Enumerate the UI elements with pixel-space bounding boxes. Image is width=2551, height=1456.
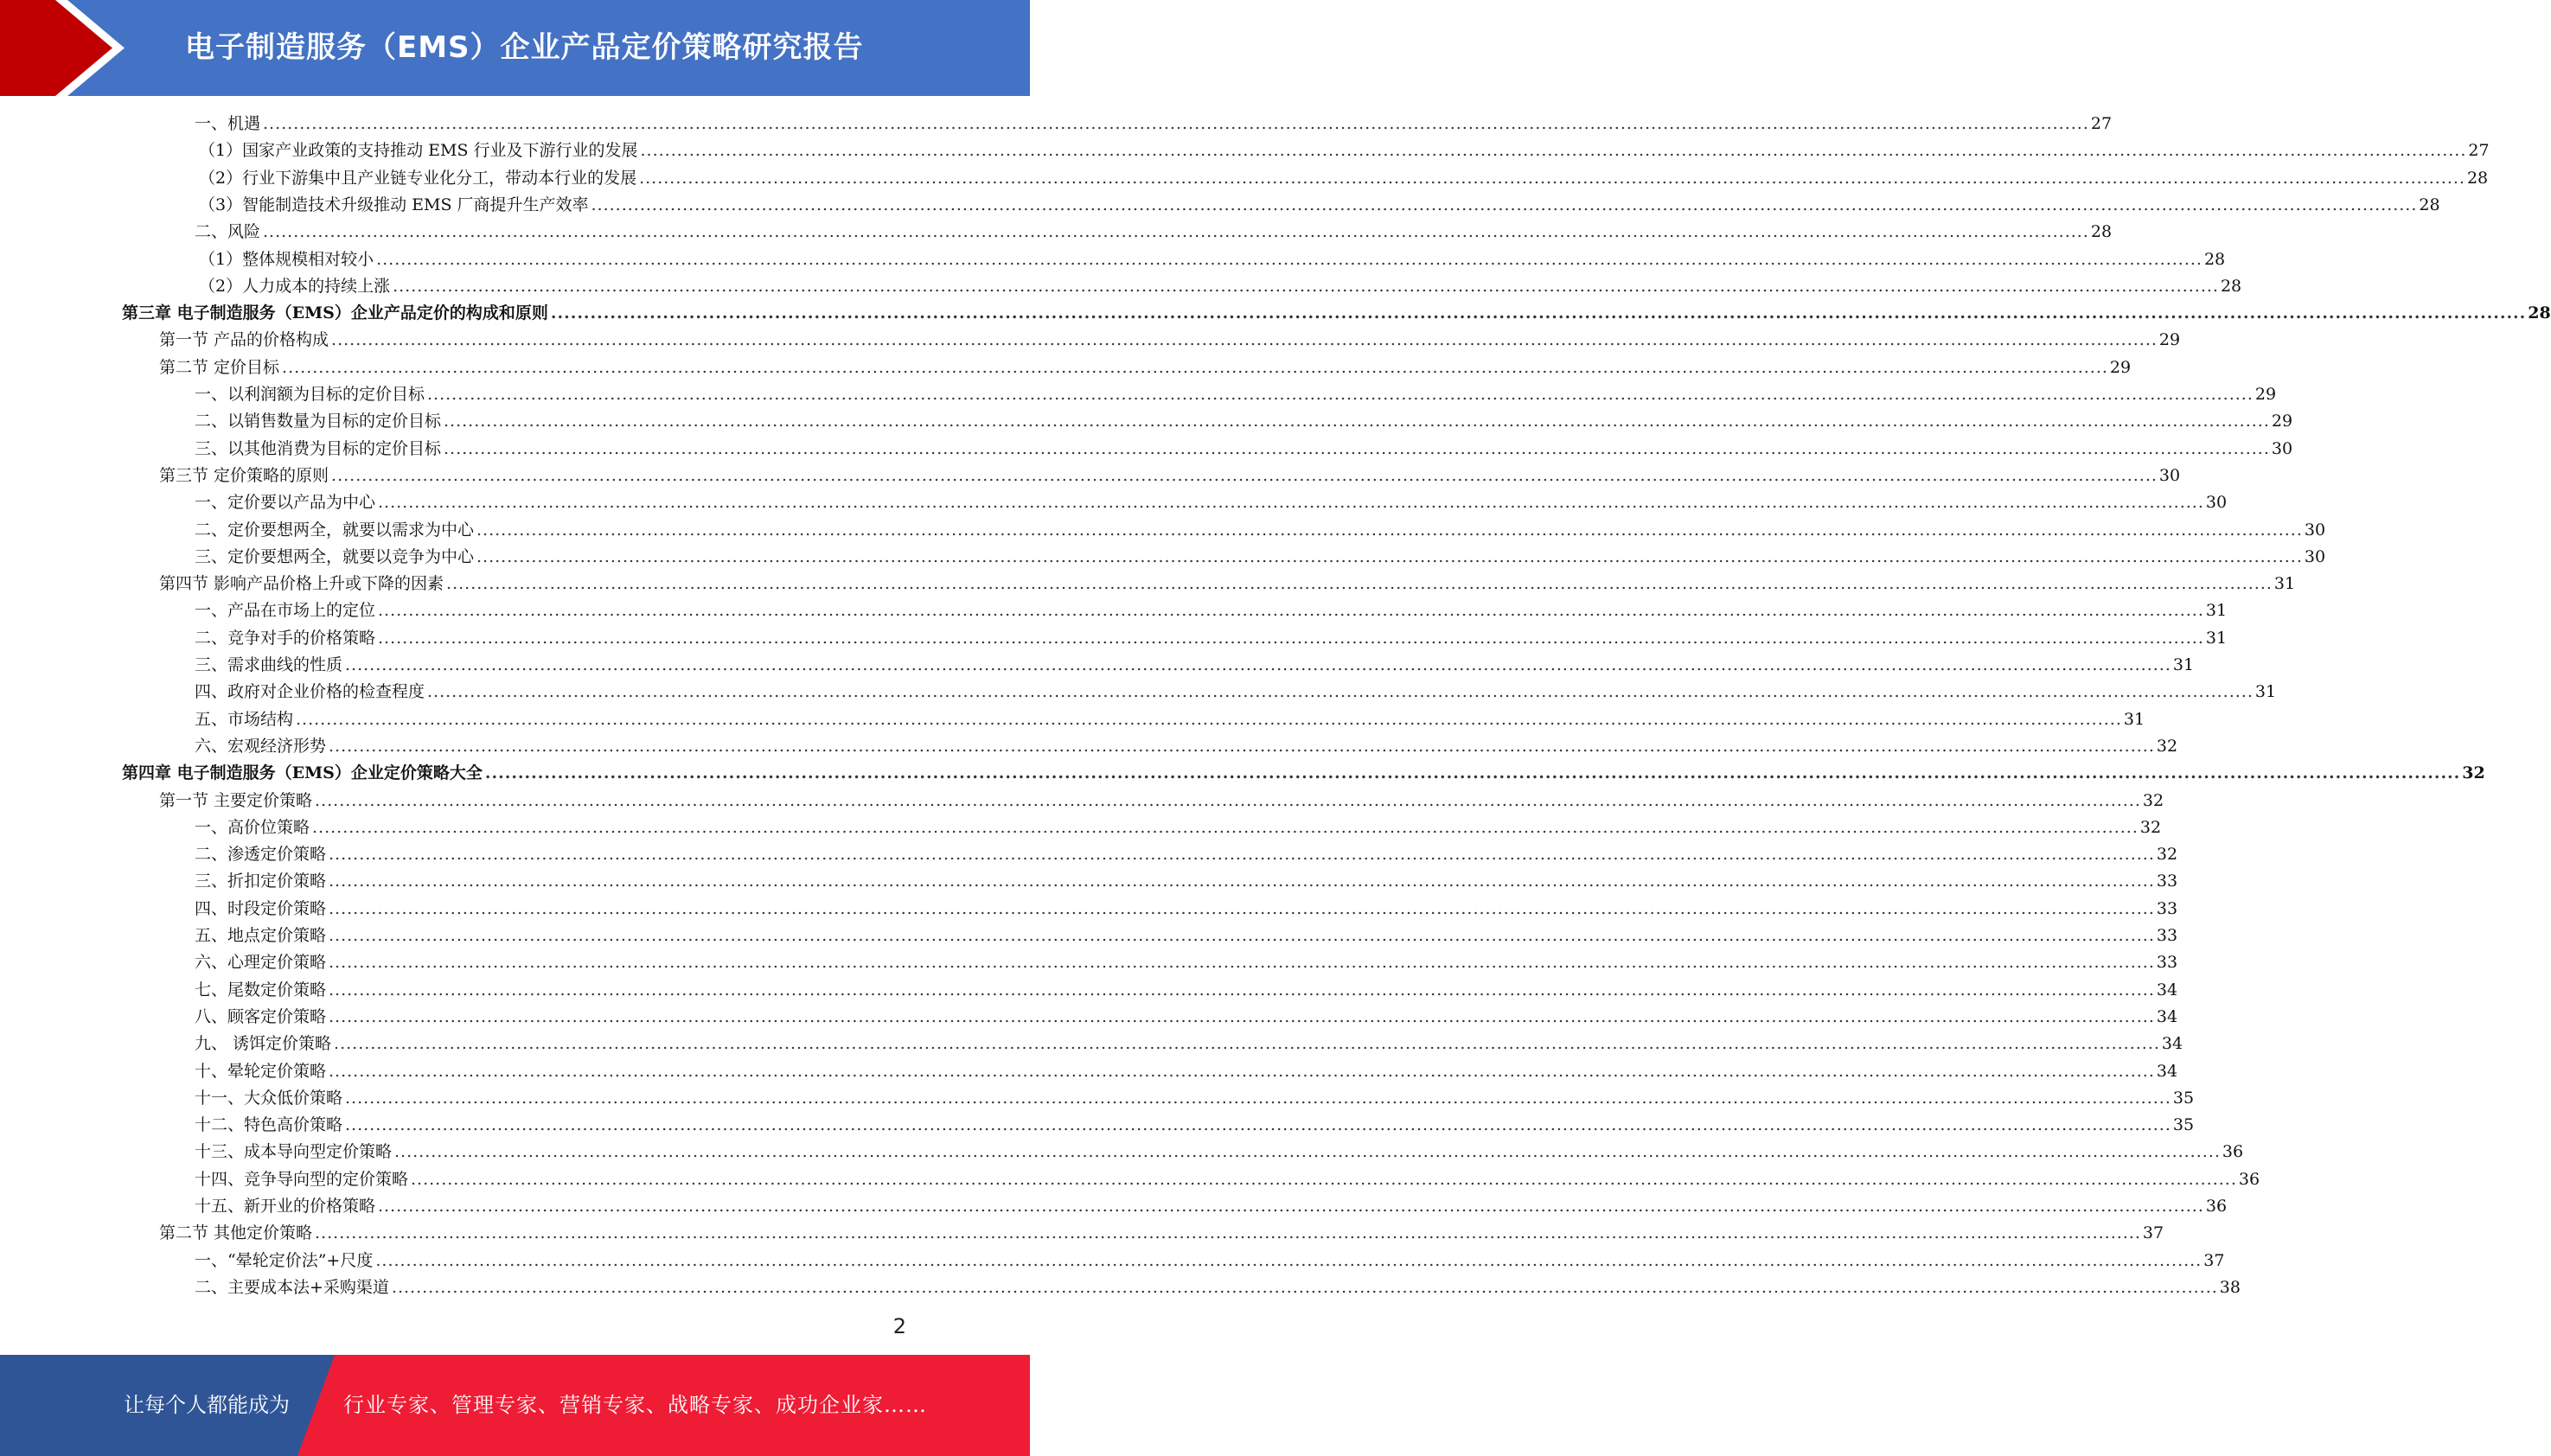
toc-entry[interactable] xyxy=(195,1139,2244,1165)
toc-entry-page-number: 31 xyxy=(2273,574,2296,594)
toc-entry-page-number: 34 xyxy=(2156,1061,2178,1081)
toc-entry-page-number: 33 xyxy=(2156,898,2178,918)
toc-dot-leader: ............................................................................................................................................................................................................................................................................................................ xyxy=(484,763,2461,783)
toc-entry-label: 十三、成本导向型定价策略 xyxy=(195,1142,393,1162)
toc-entry-page-number: 36 xyxy=(2222,1142,2244,1162)
toc-dot-leader: ............................................................................................................................................................................................................................................................................................................ xyxy=(640,141,2467,161)
toc-entry-page-number: 36 xyxy=(2238,1169,2260,1189)
toc-entry-page-number: 38 xyxy=(2219,1277,2241,1297)
toc-entry-page-number: 36 xyxy=(2205,1197,2228,1216)
toc-dot-leader: ............................................................................................................................................................................................................................................................................................................ xyxy=(476,546,2303,566)
toc-dot-leader: ............................................................................................................................................................................................................................................................................................................ xyxy=(263,114,2089,133)
footer-slogan-right: 行业专家、管理专家、营销专家、战略专家、成功企业家…… xyxy=(343,1393,927,1417)
toc-entry[interactable] xyxy=(195,1193,2228,1220)
toc-entry[interactable] xyxy=(195,1031,2183,1057)
toc-entry-label: 一、机遇 xyxy=(195,114,261,133)
page-number: 2 xyxy=(892,1314,906,1338)
toc-entry[interactable] xyxy=(195,625,2228,652)
toc-entry[interactable] xyxy=(195,1248,2225,1274)
toc-entry-page-number: 28 xyxy=(2466,168,2489,188)
toc-entry-label: 第二节 定价目标 xyxy=(159,357,280,377)
toc-entry-page-number: 35 xyxy=(2172,1115,2195,1135)
toc-dot-leader: ............................................................................................................................................................................................................................................................................................................ xyxy=(639,168,2465,188)
toc-entry-page-number: 31 xyxy=(2205,601,2228,621)
toc-entry[interactable] xyxy=(195,841,2178,868)
toc-entry-label: 第四章 电子制造服务（EMS）企业定价策略大全 xyxy=(122,763,483,783)
toc-entry-label: （2）行业下游集中且产业链专业化分工，带动本行业的发展 xyxy=(199,168,637,188)
toc-entry-page-number: 33 xyxy=(2156,953,2178,973)
toc-dot-leader: ............................................................................................................................................................................................................................................................................................................ xyxy=(345,655,2171,674)
toc-entry-page-number: 34 xyxy=(2156,980,2178,999)
toc-entry-label: 五、市场结构 xyxy=(195,709,294,729)
toc-entry[interactable] xyxy=(195,1058,2178,1085)
toc-chapter-entry[interactable] xyxy=(122,300,2551,327)
toc-entry[interactable] xyxy=(195,381,2277,408)
toc-entry-page-number: 37 xyxy=(2203,1250,2225,1270)
toc-entry-label: 第一节 主要定价策略 xyxy=(159,790,313,810)
toc-section-entry[interactable] xyxy=(159,571,2296,597)
toc-entry-page-number: 32 xyxy=(2462,763,2485,783)
toc-entry-label: 六、宏观经济形势 xyxy=(195,736,327,756)
toc-entry[interactable] xyxy=(195,977,2178,1004)
toc-entry-label: 三、需求曲线的性质 xyxy=(195,655,343,674)
toc-entry-page-number: 28 xyxy=(2090,222,2113,242)
toc-dot-leader: ............................................................................................................................................................................................................................................................................................................ xyxy=(375,1250,2203,1270)
toc-entry-label: 一、高价位策略 xyxy=(195,817,310,837)
toc-entry-label: 第三章 电子制造服务（EMS）企业产品定价的构成和原则 xyxy=(122,303,548,323)
toc-dot-leader: ............................................................................................................................................................................................................................................................................................................ xyxy=(282,357,2108,377)
toc-dot-leader: ............................................................................................................................................................................................................................................................................................................ xyxy=(296,709,2122,729)
toc-entry-label: （1）国家产业政策的支持推动 EMS 行业及下游行业的发展 xyxy=(199,141,638,161)
toc-entry-label: 一、“晕轮定价法”+尺度 xyxy=(195,1250,374,1270)
toc-entry[interactable] xyxy=(199,165,2489,192)
toc-entry-page-number: 31 xyxy=(2172,655,2195,674)
toc-entry-label: 二、主要成本法+采购渠道 xyxy=(195,1277,389,1297)
header-chevron-decoration xyxy=(0,0,130,96)
toc-entry-label: 三、以其他消费为目标的定价目标 xyxy=(195,438,442,458)
toc-dot-leader: ............................................................................................................................................................................................................................................................................................................ xyxy=(393,276,2219,296)
toc-dot-leader: ............................................................................................................................................................................................................................................................................................................ xyxy=(329,898,2155,918)
toc-entry[interactable] xyxy=(195,1112,2195,1139)
toc-dot-leader: ............................................................................................................................................................................................................................................................................................................ xyxy=(329,736,2155,756)
toc-dot-leader: ............................................................................................................................................................................................................................................................................................................ xyxy=(329,1061,2155,1081)
toc-dot-leader: ............................................................................................................................................................................................................................................................................................................ xyxy=(446,574,2273,594)
toc-entry-label: 二、定价要想两全，就要以需求为中心 xyxy=(195,520,475,540)
toc-entry-page-number: 32 xyxy=(2142,790,2164,810)
toc-entry-page-number: 28 xyxy=(2220,276,2242,296)
toc-entry-label: （1）整体规模相对较小 xyxy=(199,249,374,269)
toc-dot-leader: ............................................................................................................................................................................................................................................................................................................ xyxy=(329,845,2155,865)
toc-dot-leader: ............................................................................................................................................................................................................................................................................................................ xyxy=(427,385,2254,404)
toc-dot-leader: ............................................................................................................................................................................................................................................................................................................ xyxy=(427,682,2254,702)
footer-slogan-left: 让每个人都能成为 xyxy=(124,1393,290,1417)
toc-dot-leader: ............................................................................................................................................................................................................................................................................................................ xyxy=(394,1142,2221,1162)
toc-entry-label: 四、时段定价策略 xyxy=(195,898,327,918)
toc-dot-leader: ............................................................................................................................................................................................................................................................................................................ xyxy=(329,1006,2155,1026)
report-title: 电子制造服务（EMS）企业产品定价策略研究报告 xyxy=(185,30,864,65)
toc-entry[interactable] xyxy=(195,679,2277,706)
toc-dot-leader: ............................................................................................................................................................................................................................................................................................................ xyxy=(345,1115,2171,1135)
toc-dot-leader: ............................................................................................................................................................................................................................................................................................................ xyxy=(329,980,2155,999)
toc-dot-leader: ............................................................................................................................................................................................................................................................................................................ xyxy=(331,330,2158,350)
toc-entry[interactable] xyxy=(195,814,2162,841)
toc-entry-label: 二、竞争对手的价格策略 xyxy=(195,628,376,648)
toc-entry-label: 一、定价要以产品为中心 xyxy=(195,493,376,513)
toc-entry-page-number: 33 xyxy=(2156,926,2178,945)
toc-entry-page-number: 30 xyxy=(2205,493,2228,513)
toc-entry[interactable] xyxy=(195,436,2293,463)
toc-entry-label: 十四、竞争导向型的定价策略 xyxy=(195,1169,409,1189)
toc-entry-label: 十一、大众低价策略 xyxy=(195,1088,343,1108)
toc-entry-page-number: 34 xyxy=(2161,1034,2183,1054)
toc-entry-label: 十二、特色高价策略 xyxy=(195,1115,343,1135)
toc-entry-page-number: 29 xyxy=(2254,385,2277,404)
toc-entry-page-number: 27 xyxy=(2468,141,2490,161)
toc-dot-leader: ............................................................................................................................................................................................................................................................................................................ xyxy=(263,222,2089,242)
toc-entry[interactable] xyxy=(195,949,2178,976)
toc-entry-page-number: 28 xyxy=(2528,303,2551,323)
toc-entry-page-number: 35 xyxy=(2172,1088,2195,1108)
toc-entry-label: 三、定价要想两全，就要以竞争为中心 xyxy=(195,546,475,566)
toc-entry-page-number: 29 xyxy=(2158,330,2181,350)
toc-entry[interactable] xyxy=(195,1085,2195,1112)
toc-entry-label: 第三节 定价策略的原则 xyxy=(159,465,329,485)
toc-entry[interactable] xyxy=(195,652,2195,679)
toc-entry-label: 八、顾客定价策略 xyxy=(195,1006,327,1026)
toc-entry[interactable] xyxy=(195,111,2113,137)
toc-dot-leader: ............................................................................................................................................................................................................................................................................................................ xyxy=(378,628,2204,648)
toc-entry-label: 三、折扣定价策略 xyxy=(195,872,327,891)
toc-dot-leader: ............................................................................................................................................................................................................................................................................................................ xyxy=(331,465,2158,485)
toc-dot-leader: ............................................................................................................................................................................................................................................................................................................ xyxy=(329,872,2155,891)
toc-entry-label: 七、尾数定价策略 xyxy=(195,980,327,999)
toc-entry[interactable] xyxy=(195,896,2178,923)
toc-entry-label: 二、以销售数量为目标的定价目标 xyxy=(195,412,442,431)
toc-dot-leader: ............................................................................................................................................................................................................................................................................................................ xyxy=(376,249,2203,269)
toc-entry-label: （2）人力成本的持续上涨 xyxy=(199,276,391,296)
toc-dot-leader: ............................................................................................................................................................................................................................................................................................................ xyxy=(315,790,2141,810)
toc-entry-page-number: 30 xyxy=(2304,520,2326,540)
toc-entry-label: 五、地点定价策略 xyxy=(195,926,327,945)
toc-entry-label: 二、渗透定价策略 xyxy=(195,845,327,865)
toc-entry-label: （3）智能制造技术升级推动 EMS 厂商提升生产效率 xyxy=(199,195,589,214)
toc-entry[interactable] xyxy=(195,1004,2178,1031)
toc-entry-label: 九、 诱饵定价策略 xyxy=(195,1034,332,1054)
toc-dot-leader: ............................................................................................................................................................................................................................................................................................................ xyxy=(345,1088,2171,1108)
toc-entry[interactable] xyxy=(195,1166,2260,1193)
toc-entry-page-number: 34 xyxy=(2156,1006,2178,1026)
toc-entry-label: 六、心理定价策略 xyxy=(195,953,327,973)
toc-entry-page-number: 37 xyxy=(2142,1223,2164,1243)
toc-dot-leader: ............................................................................................................................................................................................................................................................................................................ xyxy=(411,1169,2237,1189)
toc-entry-label: 第二节 其他定价策略 xyxy=(159,1223,313,1243)
toc-dot-leader: ............................................................................................................................................................................................................................................................................................................ xyxy=(315,1223,2141,1243)
toc-entry-page-number: 30 xyxy=(2271,438,2293,458)
toc-entry-page-number: 28 xyxy=(2203,249,2226,269)
toc-entry-label: 第四节 影响产品价格上升或下降的因素 xyxy=(159,574,444,594)
toc-entry-label: 十、晕轮定价策略 xyxy=(195,1061,327,1081)
header-banner xyxy=(0,0,1030,96)
toc-entry-page-number: 29 xyxy=(2271,412,2293,431)
toc-entry[interactable] xyxy=(195,544,2326,571)
toc-entry-label: 四、政府对企业价格的检查程度 xyxy=(195,682,425,702)
toc-entry[interactable] xyxy=(195,597,2228,624)
toc-entry-page-number: 28 xyxy=(2419,195,2440,214)
toc-entry[interactable] xyxy=(199,246,2226,273)
toc-entry-label: 一、产品在市场上的定位 xyxy=(195,601,376,621)
toc-dot-leader: ............................................................................................................................................................................................................................................................................................................ xyxy=(334,1034,2160,1054)
toc-dot-leader: ............................................................................................................................................................................................................................................................................................................ xyxy=(444,412,2270,431)
toc-entry[interactable] xyxy=(199,192,2440,219)
toc-entry[interactable] xyxy=(195,408,2293,435)
toc-dot-leader: ............................................................................................................................................................................................................................................................................................................ xyxy=(378,601,2204,621)
toc-entry[interactable] xyxy=(195,706,2145,733)
toc-entry[interactable] xyxy=(195,219,2113,246)
toc-entry-label: 十五、新开业的价格策略 xyxy=(195,1197,376,1216)
toc-dot-leader: ............................................................................................................................................................................................................................................................................................................ xyxy=(391,1277,2218,1297)
toc-section-entry[interactable] xyxy=(159,463,2181,489)
toc-entry-page-number: 33 xyxy=(2156,872,2178,891)
toc-dot-leader: ............................................................................................................................................................................................................................................................................................................ xyxy=(378,493,2204,513)
toc-dot-leader: ............................................................................................................................................................................................................................................................................................................ xyxy=(378,1197,2204,1216)
toc-entry-page-number: 29 xyxy=(2109,357,2132,377)
toc-section-entry[interactable] xyxy=(159,1220,2164,1247)
toc-entry-page-number: 32 xyxy=(2139,817,2162,837)
toc-section-entry[interactable] xyxy=(159,788,2164,814)
toc-dot-leader: ............................................................................................................................................................................................................................................................................................................ xyxy=(476,520,2303,540)
toc-entry-page-number: 32 xyxy=(2156,845,2178,865)
toc-entry[interactable] xyxy=(199,273,2242,300)
toc-entry[interactable] xyxy=(195,1274,2241,1301)
toc-entry-page-number: 31 xyxy=(2205,628,2228,648)
toc-entry-label: 一、以利润额为目标的定价目标 xyxy=(195,385,425,404)
toc-entry-page-number: 31 xyxy=(2254,682,2277,702)
toc-chapter-entry[interactable] xyxy=(122,760,2485,787)
toc-dot-leader: ............................................................................................................................................................................................................................................................................................................ xyxy=(550,303,2527,323)
toc-entry[interactable] xyxy=(195,868,2178,895)
toc-entry[interactable] xyxy=(195,733,2178,760)
toc-entry[interactable] xyxy=(195,517,2326,544)
toc-entry-label: 二、风险 xyxy=(195,222,261,242)
toc-dot-leader: ............................................................................................................................................................................................................................................................................................................ xyxy=(312,817,2139,837)
toc-entry-label: 第一节 产品的价格构成 xyxy=(159,330,329,350)
toc-entry-page-number: 30 xyxy=(2304,546,2326,566)
toc-section-entry[interactable] xyxy=(159,327,2181,354)
toc-entry[interactable] xyxy=(199,137,2490,164)
toc-entry-page-number: 30 xyxy=(2158,465,2181,485)
toc-entry-page-number: 32 xyxy=(2156,736,2178,756)
toc-dot-leader: ............................................................................................................................................................................................................................................................................................................ xyxy=(591,195,2418,214)
toc-entry[interactable] xyxy=(195,923,2178,949)
footer-banner xyxy=(0,1355,1030,1456)
toc-section-entry[interactable] xyxy=(159,354,2132,381)
toc-dot-leader: ............................................................................................................................................................................................................................................................................................................ xyxy=(329,926,2155,945)
toc-dot-leader: ............................................................................................................................................................................................................................................................................................................ xyxy=(329,953,2155,973)
toc-dot-leader: ............................................................................................................................................................................................................................................................................................................ xyxy=(444,438,2270,458)
toc-entry-page-number: 31 xyxy=(2123,709,2145,729)
toc-entry-page-number: 27 xyxy=(2090,114,2113,133)
toc-entry[interactable] xyxy=(195,489,2228,516)
